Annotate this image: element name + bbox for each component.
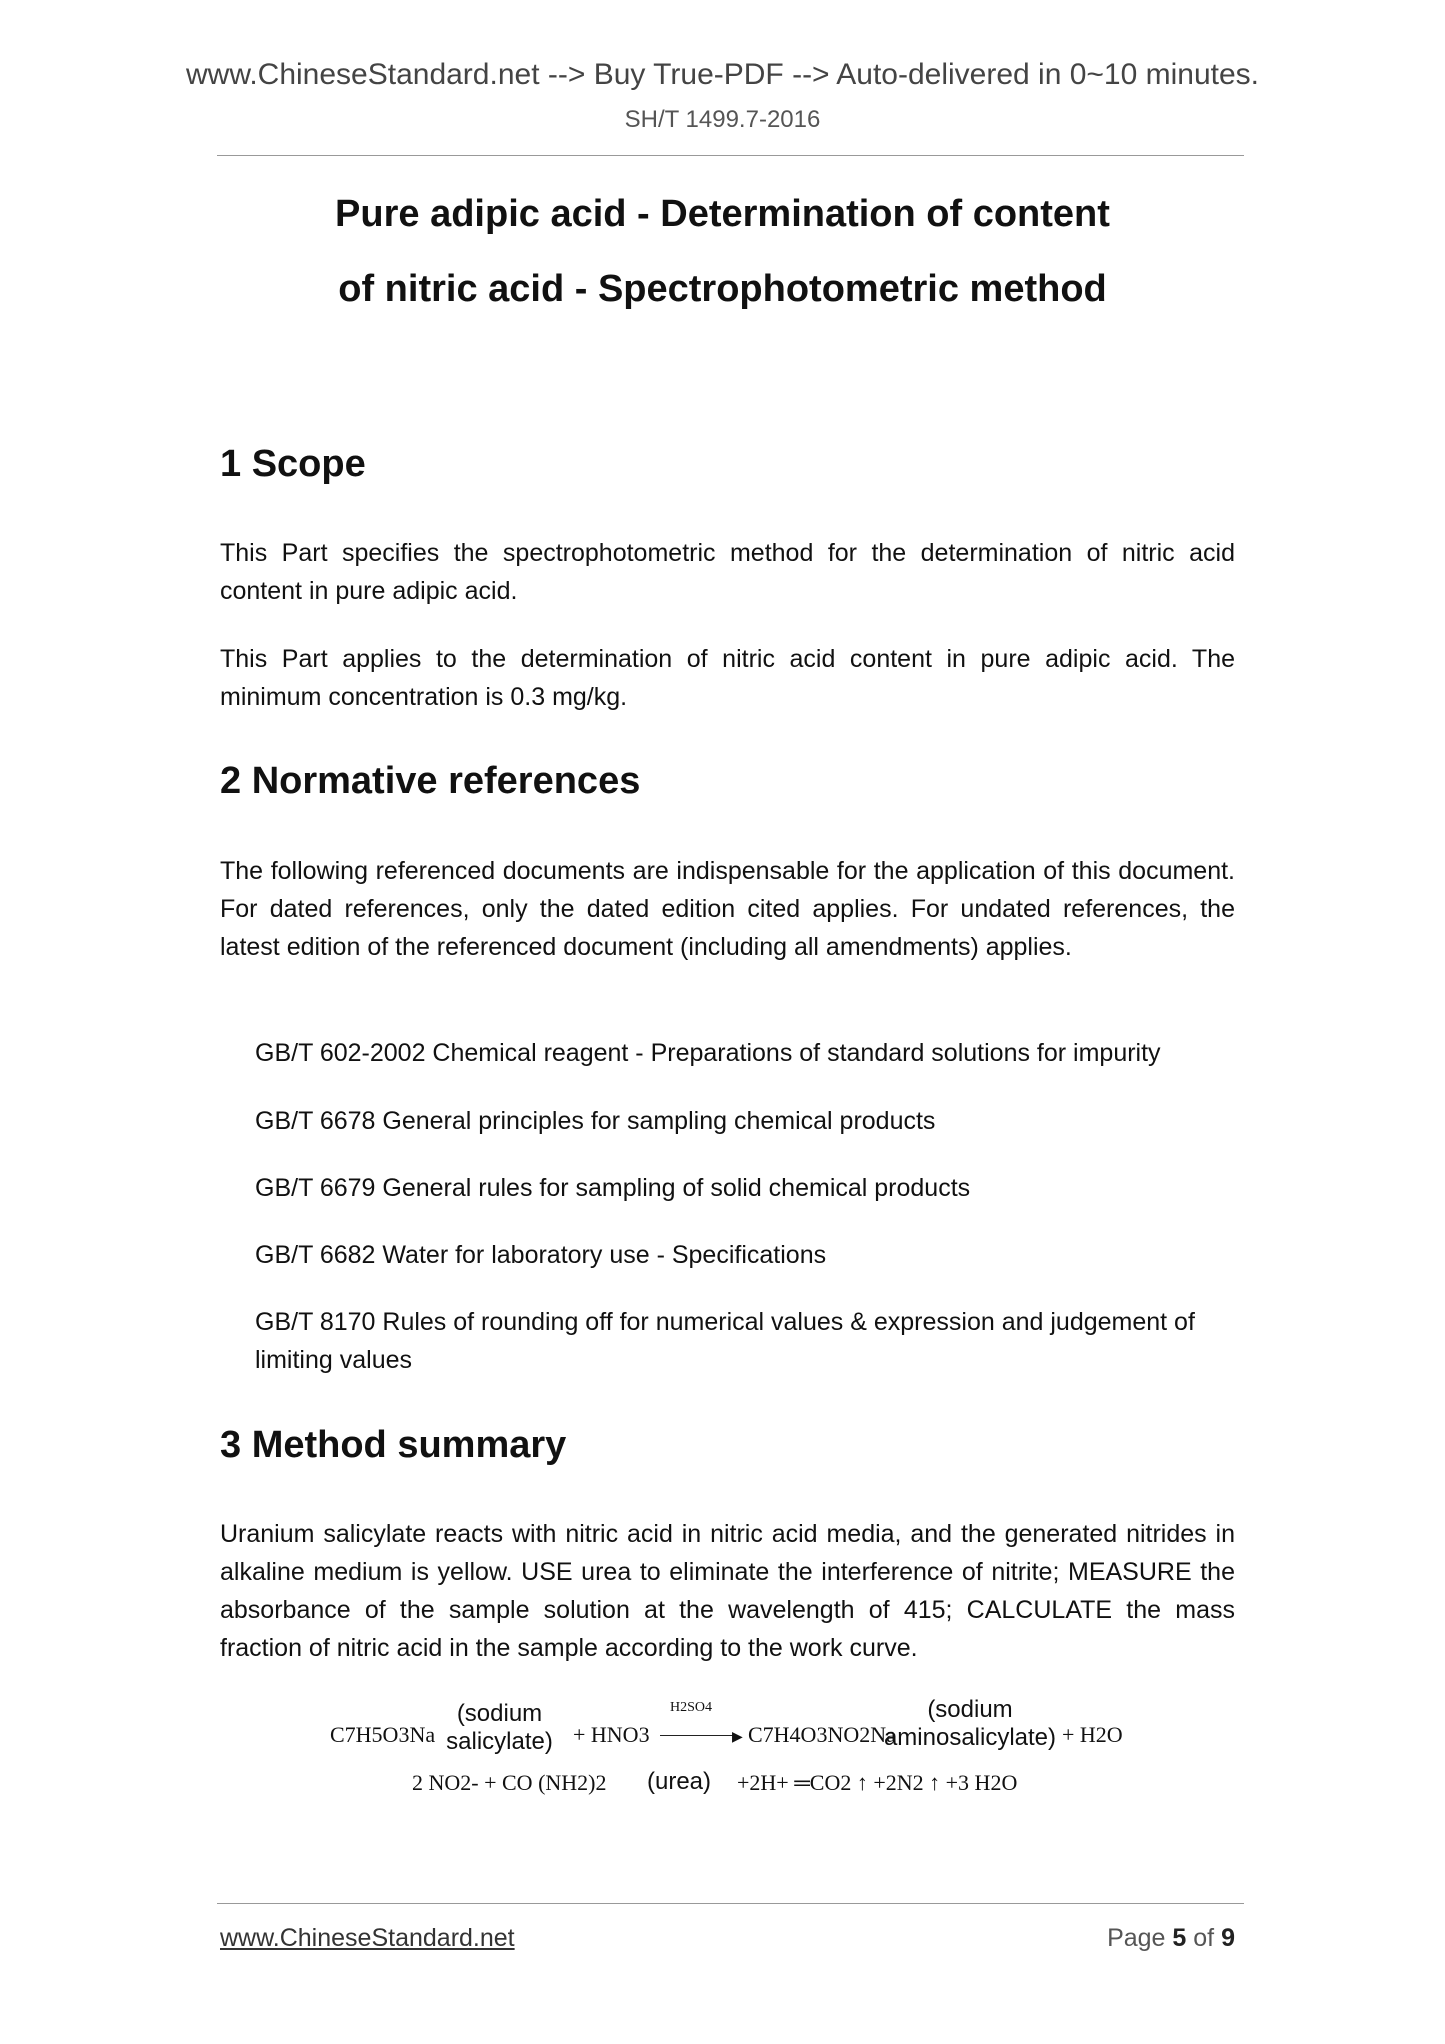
page-of: of: [1193, 1924, 1215, 1952]
reaction-equation-1: [330, 1696, 1130, 1760]
footer-divider: [217, 1903, 1244, 1904]
footer-website-link[interactable]: www.ChineseStandard.net: [220, 1924, 515, 1952]
header-divider: [217, 155, 1244, 156]
sodium-salicylate-label-line1: (sodium: [456, 1700, 543, 1727]
reference-item: GB/T 8170 Rules of rounding off for numerical values & expression and judgement of limiting values: [255, 1308, 1195, 1374]
method-summary-paragraph: Uranium salicylate reacts with nitric acid in nitric acid media, and the generated nitrides in alkaline medium is yellow. USE urea to eliminate the interference of nitrite; MEASURE the absorbance of the sample solution at the wavelength of 415; CALCULATE the mass fraction of nitric acid in the sample according to the work curve.: [220, 1520, 1235, 1662]
scope-heading: 1 Scope: [220, 443, 366, 485]
reference-item: GB/T 6678 General principles for sampling chemical products: [255, 1107, 936, 1135]
nitrite-urea-term: 2 NO2- + CO (NH2)2: [412, 1770, 607, 1795]
reaction-equation-2: [412, 1768, 1112, 1802]
sodium-aminosalicylate-label-line1: (sodium: [927, 1696, 1013, 1723]
header-banner: www.ChineseStandard.net --> Buy True-PDF --> Auto-delivered in 0~10 minutes.: [185, 58, 1260, 91]
scope-paragraph-1: This Part specifies the spectrophotometric method for the determination of nitric acid content in pure adipic acid.: [220, 539, 1235, 605]
normative-references-intro: The following referenced documents are indispensable for the application of this document. For dated references, only the dated edition cited applies. For undated references, the latest edition of the referenced document (including all amendments) applies.: [220, 857, 1235, 961]
sodium-salicylate-formula: C7H5O3Na: [330, 1722, 436, 1747]
sulfuric-acid-catalyst: H2SO4: [670, 1700, 713, 1715]
reference-item: GB/T 6682 Water for laboratory use - Specifications: [255, 1241, 827, 1269]
document-title-line1: Pure adipic acid - Determination of content: [335, 193, 1110, 235]
scope-paragraph-2: This Part applies to the determination of nitric acid content in pure adipic acid. The minimum concentration is 0.3 mg/kg.: [220, 645, 1235, 711]
urea-label: (urea): [647, 1768, 712, 1795]
sodium-aminosalicylate-label: [880, 1696, 1060, 1752]
products-term: +2H+ ═CO2 ↑ +2N2 ↑ +3 H2O: [737, 1770, 1018, 1795]
nitric-acid-term: + HNO3: [573, 1722, 650, 1747]
document-title-line2: of nitric acid - Spectrophotometric method: [338, 268, 1107, 310]
page-total: 9: [1221, 1924, 1235, 1952]
page-indicator: [1107, 1924, 1235, 1953]
standard-number: SH/T 1499.7-2016: [624, 106, 821, 133]
sodium-aminosalicylate-label-line2: aminosalicylate): [883, 1724, 1057, 1751]
reference-item: GB/T 6679 General rules for sampling of solid chemical products: [255, 1174, 971, 1202]
page-prefix: Page: [1107, 1924, 1166, 1952]
normative-references-heading: 2 Normative references: [220, 760, 641, 802]
sodium-aminosalicylate-formula: C7H4O3NO2Na: [748, 1722, 896, 1747]
sodium-salicylate-label-line2: salicylate): [446, 1728, 553, 1755]
reference-item: GB/T 602-2002 Chemical reagent - Preparations of standard solutions for impurity: [255, 1039, 1161, 1067]
sodium-salicylate-label: [442, 1700, 557, 1756]
arrow-head-icon: ▶: [732, 1728, 743, 1744]
page-current: 5: [1172, 1924, 1187, 1952]
method-summary-heading: 3 Method summary: [220, 1424, 567, 1466]
reaction-arrow: [660, 1735, 738, 1736]
water-term: + H2O: [1062, 1722, 1123, 1747]
